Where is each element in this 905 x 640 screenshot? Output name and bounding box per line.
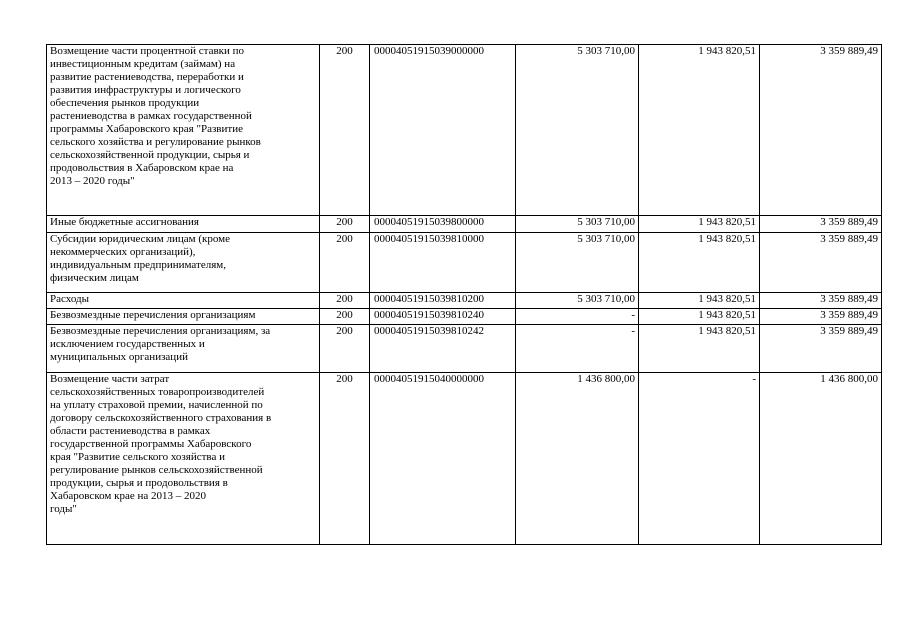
table-row: [47, 373, 882, 545]
unexecuted-amount-cell: 3 359 889,49: [760, 309, 882, 325]
approved-amount-cell: 5 303 710,00: [516, 233, 639, 293]
approved-amount-cell: 5 303 710,00: [516, 293, 639, 309]
approved-amount-cell: -: [516, 309, 639, 325]
row-name-cell: Возмещение части процентной ставки по инвестиционным кредитам (займам) на развитие растениеводства, переработки и развития инфраструктуры и логического обеспечения рынков продукции растениеводства в рамках государственной программы Хабаровского края "Развитие сельского хозяйства и регулирование рынков сельскохозяйственной продукции, сырья и продовольствия в Хабаровском крае на 2013 – 2020 годы": [47, 45, 320, 216]
admin-code-cell: 200: [320, 45, 370, 216]
table-row: [47, 325, 882, 373]
table-row: [47, 45, 882, 216]
admin-code-cell: 200: [320, 325, 370, 373]
row-name-cell: Безвозмездные перечисления организациям: [47, 309, 320, 325]
kbk-code-cell: 00004051915039800000: [370, 216, 516, 233]
kbk-code-cell: 00004051915039810000: [370, 233, 516, 293]
unexecuted-amount-cell: 3 359 889,49: [760, 325, 882, 373]
row-name-cell: Безвозмездные перечисления организациям, за исключением государственных и муниципальных организаций: [47, 325, 320, 373]
executed-amount-cell: 1 943 820,51: [639, 309, 760, 325]
table-row: [47, 309, 882, 325]
approved-amount-cell: 5 303 710,00: [516, 45, 639, 216]
admin-code-cell: 200: [320, 373, 370, 545]
kbk-code-cell: 00004051915039000000: [370, 45, 516, 216]
executed-amount-cell: 1 943 820,51: [639, 233, 760, 293]
executed-amount-cell: 1 943 820,51: [639, 45, 760, 216]
unexecuted-amount-cell: 3 359 889,49: [760, 45, 882, 216]
unexecuted-amount-cell: 1 436 800,00: [760, 373, 882, 545]
unexecuted-amount-cell: 3 359 889,49: [760, 293, 882, 309]
admin-code-cell: 200: [320, 293, 370, 309]
table-row: [47, 216, 882, 233]
approved-amount-cell: 1 436 800,00: [516, 373, 639, 545]
row-name-cell: Иные бюджетные ассигнования: [47, 216, 320, 233]
executed-amount-cell: 1 943 820,51: [639, 293, 760, 309]
row-name-cell: Возмещение части затрат сельскохозяйственных товаропроизводителей на уплату страховой премии, начисленной по договору сельскохозяйственного страхования в области растениеводства в рамках государственной программы Хабаровского края "Развитие сельского хозяйства и регулирование рынков сельскохозяйственной продукции, сырья и продовольствия в Хабаровском крае на 2013 – 2020 годы": [47, 373, 320, 545]
kbk-code-cell: 00004051915040000000: [370, 373, 516, 545]
table-row: [47, 233, 882, 293]
approved-amount-cell: 5 303 710,00: [516, 216, 639, 233]
row-name-cell: Расходы: [47, 293, 320, 309]
admin-code-cell: 200: [320, 216, 370, 233]
kbk-code-cell: 00004051915039810240: [370, 309, 516, 325]
kbk-code-cell: 00004051915039810200: [370, 293, 516, 309]
executed-amount-cell: -: [639, 373, 760, 545]
executed-amount-cell: 1 943 820,51: [639, 325, 760, 373]
budget-execution-table: [46, 44, 882, 545]
row-name-cell: Субсидии юридическим лицам (кроме некоммерческих организаций), индивидуальным предпринимателям, физическим лицам: [47, 233, 320, 293]
executed-amount-cell: 1 943 820,51: [639, 216, 760, 233]
approved-amount-cell: -: [516, 325, 639, 373]
kbk-code-cell: 00004051915039810242: [370, 325, 516, 373]
admin-code-cell: 200: [320, 309, 370, 325]
table-row: [47, 293, 882, 309]
unexecuted-amount-cell: 3 359 889,49: [760, 233, 882, 293]
admin-code-cell: 200: [320, 233, 370, 293]
unexecuted-amount-cell: 3 359 889,49: [760, 216, 882, 233]
